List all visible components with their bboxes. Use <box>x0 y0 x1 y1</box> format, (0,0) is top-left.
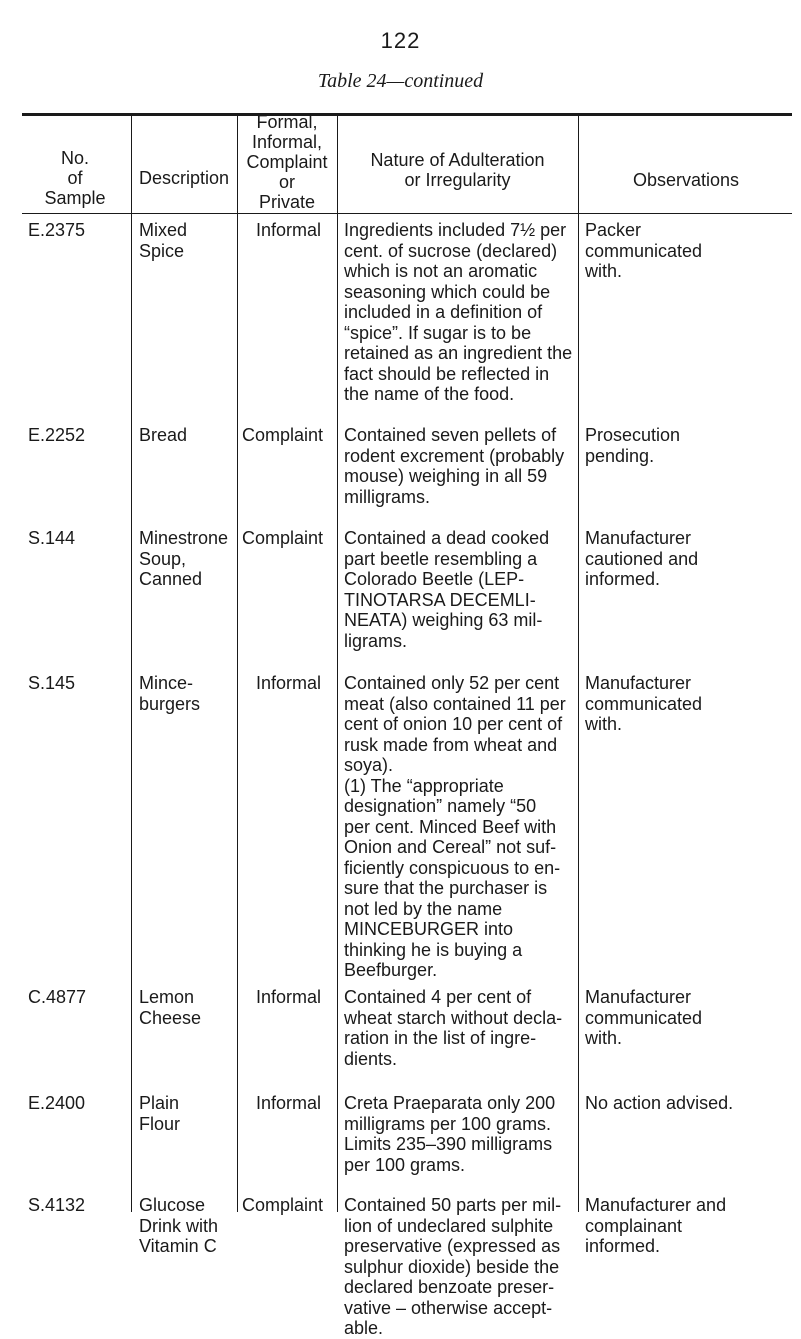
header-description: Description <box>138 168 230 188</box>
cell-type: Complaint <box>242 1195 324 1215</box>
header-nature: Nature of Adulteration or Irregularity <box>370 150 545 190</box>
cell-description: Glucose Drink with Vitamin C <box>139 1195 219 1256</box>
cell-description: Bread <box>139 425 188 445</box>
cell-sample: E.2252 <box>28 425 86 445</box>
cell-type: Informal <box>256 673 322 693</box>
header-sample: No. of Sample <box>44 148 106 208</box>
cell-description: Plain Flour <box>139 1093 181 1134</box>
cell-description: Mixed Spice <box>139 220 188 261</box>
column-divider <box>131 114 132 1212</box>
column-divider <box>337 114 338 1212</box>
header-observations: Observations <box>632 170 740 190</box>
cell-observations: Packer communicated with. <box>585 220 703 281</box>
cell-observations: No action advised. <box>585 1093 734 1113</box>
cell-nature: Creta Praeparata only 200 milligrams per 100 grams. Limits 235–390 milligrams per 100 grams. <box>344 1093 556 1175</box>
cell-nature: Ingredients included 7½ per cent. of sucrose (declared) which is not an aromatic seasoning which could be included in a definition of “spice”. If sugar is to be retained as an ingredient the fact should be reflected in the name of the food. <box>344 220 573 404</box>
cell-sample: S.145 <box>28 673 76 693</box>
cell-description: Minestrone Soup, Canned <box>139 528 229 589</box>
cell-observations: Manufacturer cautioned and informed. <box>585 528 699 589</box>
cell-nature: Contained seven pellets of rodent excrement (probably mouse) weighing in all 59 milligrams. <box>344 425 565 507</box>
table-caption: Table 24—continued <box>317 70 484 92</box>
cell-type: Informal <box>256 1093 322 1113</box>
cell-type: Complaint <box>242 528 324 548</box>
cell-nature: Contained 50 parts per mil- lion of undeclared sulphite preservative (expressed as sulphur dioxide) beside the declared benzoate preser- vative – otherwise accept- able. <box>344 1195 562 1338</box>
cell-observations: Manufacturer communicated with. <box>585 673 703 734</box>
table-top-rule <box>22 113 792 116</box>
cell-observations: Manufacturer communicated with. <box>585 987 703 1048</box>
cell-sample: E.2400 <box>28 1093 86 1113</box>
cell-sample: C.4877 <box>28 987 87 1007</box>
cell-type: Informal <box>256 987 322 1007</box>
cell-observations: Manufacturer and complainant informed. <box>585 1195 727 1256</box>
cell-type: Complaint <box>242 425 324 445</box>
cell-sample: E.2375 <box>28 220 86 240</box>
cell-nature: Contained 4 per cent of wheat starch without decla- ration in the list of ingre- dients. <box>344 987 563 1069</box>
cell-description: Lemon Cheese <box>139 987 202 1028</box>
cell-sample: S.4132 <box>28 1195 86 1215</box>
cell-observations: Prosecution pending. <box>585 425 681 466</box>
page-number: 122 <box>380 28 421 53</box>
cell-type: Informal <box>256 220 322 240</box>
column-divider <box>578 114 579 1212</box>
column-divider <box>237 114 238 1212</box>
table-header-rule <box>22 213 792 214</box>
cell-nature: Contained a dead cooked part beetle resembling a Colorado Beetle (LEP- TINOTARSA DECEMLI- NEATA) weighing 63 mil- ligrams. <box>344 528 550 651</box>
cell-description: Mince- burgers <box>139 673 201 714</box>
cell-nature: Contained only 52 per cent meat (also contained 11 per cent of onion 10 per cent of rusk made from wheat and soya). (1) The “appropriate designation” namely “50 per cent. Minced Beef with Onion and Cereal” not suf- ficiently conspicuous to en- sure that the purchaser is not led by the name MINCEBURGER into thinking he is buying a Beefburger. <box>344 673 566 980</box>
cell-sample: S.144 <box>28 528 76 548</box>
header-type: Formal, Informal, Complaint or Private <box>246 112 328 212</box>
